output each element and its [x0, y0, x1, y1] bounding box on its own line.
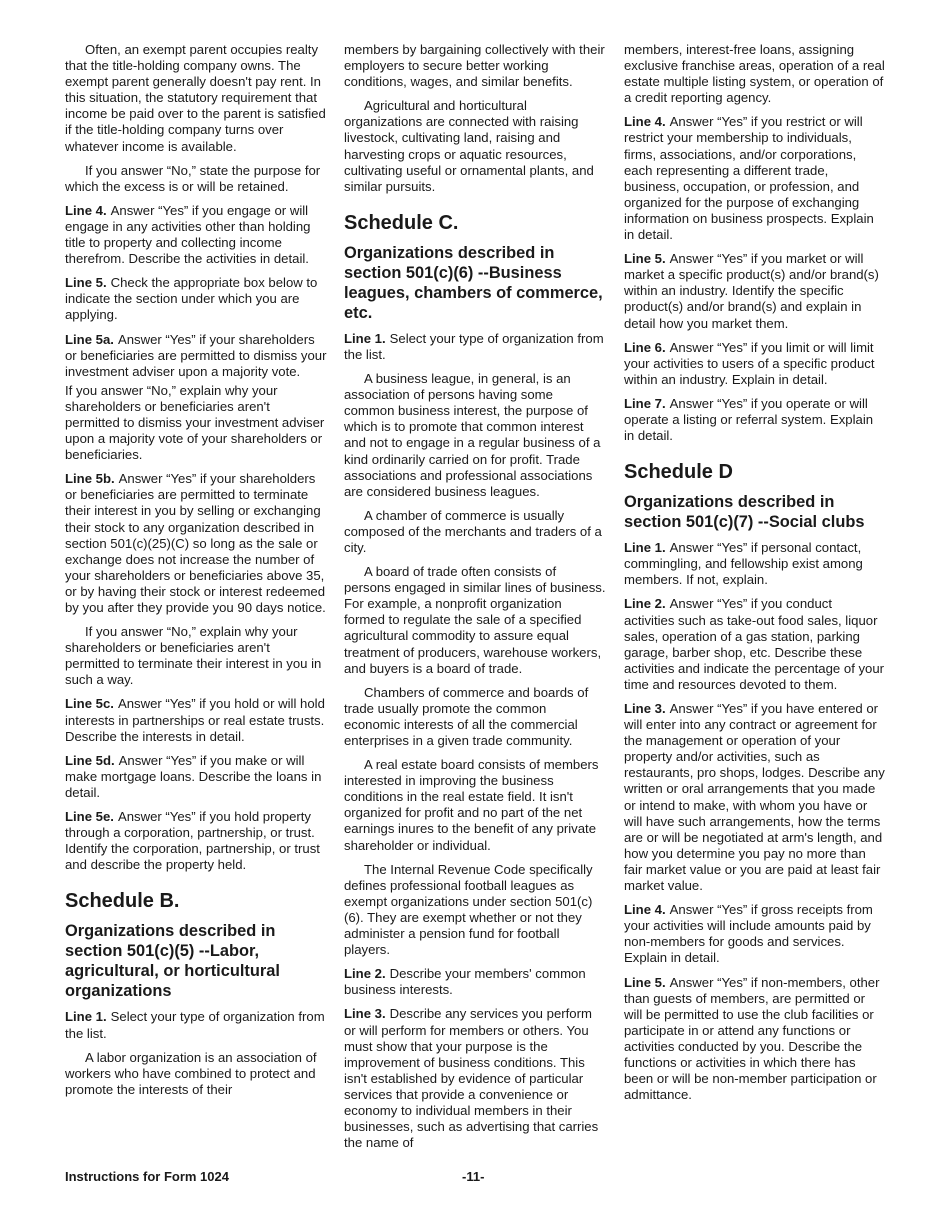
line-label: Line 5b. — [65, 471, 115, 487]
line-label: Line 1. — [65, 1009, 107, 1025]
line-instruction — [624, 340, 886, 388]
line-instruction — [624, 396, 886, 444]
paragraph: members by bargaining collectively with their employers to secure better working conditions, wages, and similar benefits. — [344, 42, 605, 90]
line-instruction — [624, 114, 886, 243]
paragraph: If you answer “No,” explain why your shareholders or beneficiaries aren't permitted to dismiss your investment adviser upon a majority vote of your shareholders or beneficiaries. — [65, 382, 325, 463]
schedule-heading: Schedule B. — [65, 890, 180, 913]
line-instruction — [624, 540, 886, 588]
line-text: Answer “Yes” if you market or will market a specific product(s) and/or brand(s) within an industry. Identify the specific product(s) and/or brand(s) and explain in detail how you market them. — [624, 251, 879, 331]
paragraph: If you answer “No,” state the purpose for which the excess is or will be retained. — [65, 162, 321, 194]
paragraph: members, interest-free loans, assigning exclusive franchise areas, operation of a real estate multiple listing system, or operation of a credit reporting agency. — [624, 42, 885, 106]
paragraph: A chamber of commerce is usually composed of the merchants and traders of a city. — [344, 507, 602, 555]
line-label: Line 4. — [624, 114, 666, 130]
line-label: Line 1. — [344, 330, 386, 346]
line-instruction — [65, 696, 327, 744]
line-text: Answer “Yes” if non-members, other than guests of members, are permitted or will be permitted to use the club facilities or participate in or attend any functions or activities conducted by you. Describe the functions or activities in which there has been or will be non-member participation or admittance. — [624, 974, 880, 1103]
line-instruction — [624, 975, 886, 1104]
line-text: Answer “Yes” if you hold or will hold interests in partnerships or real estate trusts. Describe the interests in detail. — [65, 696, 325, 744]
line-instruction — [624, 251, 886, 331]
line-text: Describe your members' common business interests. — [344, 966, 586, 998]
line-text: Select your type of organization from the list. — [65, 1009, 325, 1041]
line-text: Answer “Yes” if your shareholders or beneficiaries are permitted to dismiss your investment adviser upon a majority vote. — [65, 331, 327, 379]
paragraph: Chambers of commerce and boards of trade usually promote the common economic interests of all the commercial enterprises in a given trade community. — [344, 684, 589, 748]
line-label: Line 4. — [624, 902, 666, 918]
paragraph: A labor organization is an association of workers who have combined to protect and promote the interests of their — [65, 1049, 317, 1097]
line-instruction — [65, 809, 327, 873]
line-text: Answer “Yes” if you conduct activities such as take-out food sales, liquor sales, operation of a gas station, parking garage, barber shop, etc. Describe these activities and indicate the percentage of your time and resources devoted to them. — [624, 596, 885, 692]
schedule-subheading: Organizations described in section 501(c)(6) --Business leagues, chambers of commerce, etc. — [344, 243, 603, 322]
line-label: Line 3. — [624, 701, 666, 716]
line-text: Describe any services you perform or will perform for members or others. You must show that your purpose is the improvement of business conditions. This isn't established by evidence of particular services that provide a convenience or economy to individual members in their businesses, such as advertising that carries the name of — [344, 1006, 599, 1151]
line-label: Line 5. — [624, 974, 666, 990]
line-instruction — [65, 753, 327, 801]
paragraph: A board of trade often consists of persons engaged in similar lines of business. For example, a nonprofit organization formed to regulate the sale of a specified agricultural commodity to assure equal treatment of producers, warehouse workers, and buyers is a board of trade. — [344, 564, 606, 676]
line-label: Line 5. — [624, 251, 666, 267]
footer-form-title: Instructions for Form 1024 — [65, 1169, 229, 1184]
line-label: Line 5e. — [65, 809, 114, 825]
schedule-heading: Schedule D — [624, 461, 733, 484]
line-label: Line 6. — [624, 339, 666, 355]
line-label: Line 5c. — [65, 696, 114, 712]
line-label: Line 2. — [344, 966, 386, 982]
line-label: Line 2. — [624, 596, 666, 612]
line-instruction — [624, 902, 886, 966]
paragraph: The Internal Revenue Code specifically defines professional football leagues as exempt organizations under section 501(c)(6). They are exempt whether or not they administer a pension fund for football players. — [344, 861, 593, 958]
line-text: Select your type of organization from the list. — [344, 330, 604, 362]
line-instruction — [65, 332, 327, 380]
column-2 — [344, 42, 606, 1159]
line-label: Line 4. — [65, 202, 107, 218]
line-instruction — [65, 1009, 327, 1041]
line-instruction — [624, 701, 886, 894]
line-label: Line 5a. — [65, 331, 114, 347]
paragraph: If you answer “No,” explain why your shareholders or beneficiaries aren't permitted to terminate their interest in you in such a way. — [65, 624, 322, 688]
footer-page-number: -11- — [462, 1169, 485, 1184]
line-text: Answer “Yes” if you restrict or will restrict your membership to individuals, firms, associations, and/or corporations, each representing a different trade, business, occupation, or profession, and organized for the purpose of exchanging information on business prospects. Explain in detail. — [624, 114, 874, 243]
line-text: Answer “Yes” if your shareholders or beneficiaries are permitted to terminate their interest in you by selling or exchanging their stock to any organization described in section 501(c)(25)(C) so long as the sale or exchange does not increase the number of your shareholders or beneficiaries above 35, or by having their stock or interest redeemed by you after they provide you 90 days notice. — [65, 471, 326, 615]
line-instruction — [344, 1006, 606, 1151]
line-instruction — [65, 203, 327, 267]
line-text: Answer “Yes” if gross receipts from your activities will include amounts paid by non-members for goods and services. Explain in detail. — [624, 902, 873, 966]
line-text: Answer “Yes” if personal contact, commingling, and fellowship exist among members. If not, explain. — [624, 540, 863, 588]
paragraph: Agricultural and horticultural organizations are connected with raising livestock, cultivating land, raising and harvesting crops or aquatic resources, cultivating useful or ornamental plants, and similar pursuits. — [344, 98, 594, 194]
line-label: Line 5. — [65, 275, 107, 291]
line-text: Check the appropriate box below to indicate the section under which you are applying. — [65, 275, 318, 323]
schedule-subheading: Organizations described in section 501(c)(7) --Social clubs — [624, 493, 865, 532]
schedule-subheading: Organizations described in section 501(c)(5) --Labor, agricultural, or horticultural organizations — [65, 922, 280, 1001]
line-instruction — [65, 471, 327, 616]
line-instruction — [344, 966, 606, 998]
schedule-heading: Schedule C. — [344, 211, 459, 234]
line-instruction — [65, 275, 327, 323]
line-text: Answer “Yes” if you operate or will operate a listing or referral system. Explain in detail. — [624, 395, 874, 444]
paragraph: A business league, in general, is an association of persons having some common business interest, the purpose of which is to promote that common interest and not to engage in a regular business of a kind ordinarily carried on for profit. Trade associations and professional associations are considered business leagues. — [344, 371, 601, 499]
line-instruction — [344, 331, 606, 363]
line-text: Answer “Yes” if you have entered or will enter into any contract or agreement for the management or operation of your property and/or activities, such as restaurants, pro shops, lodges. Describe any written or oral arrangements that you made or intend to make, with whom you have or will have such arrangements, how the terms are or will be negotiated at arm's length, and how you determine you pay no more than fair market value or you are paid at least fair market value. — [624, 701, 885, 894]
line-text: Answer “Yes” if you hold property through a corporation, partnership, or trust. Identify the corporation, partnership, or trust and describe the property held. — [65, 809, 320, 873]
line-label: Line 1. — [624, 540, 666, 556]
line-instruction — [624, 596, 886, 693]
line-label: Line 5d. — [65, 752, 115, 768]
paragraph: A real estate board consists of members interested in improving the business conditions in the real estate field. It isn't organized for profit and no part of the net earnings inures to the benefit of any private shareholder or individual. — [344, 757, 599, 853]
line-text: Answer “Yes” if you make or will make mortgage loans. Describe the loans in detail. — [65, 752, 322, 800]
paragraph: Often, an exempt parent occupies realty that the title-holding company owns. The exempt parent generally doesn't pay rent. In this situation, the statutory requirement that income be paid over to the parent is satisfied if the title-holding company turns over whatever income is available. — [65, 42, 326, 154]
line-text: Answer “Yes” if you engage or will engage in any activities other than holding title to property and collecting income therefrom. Describe the activities in detail. — [65, 202, 311, 267]
line-label: Line 3. — [344, 1006, 386, 1022]
column-1 — [65, 42, 327, 1106]
column-3 — [624, 42, 886, 1111]
line-label: Line 7. — [624, 395, 666, 411]
line-text: Answer “Yes” if you limit or will limit your activities to users of a specific product within an industry. Explain in detail. — [624, 339, 875, 387]
